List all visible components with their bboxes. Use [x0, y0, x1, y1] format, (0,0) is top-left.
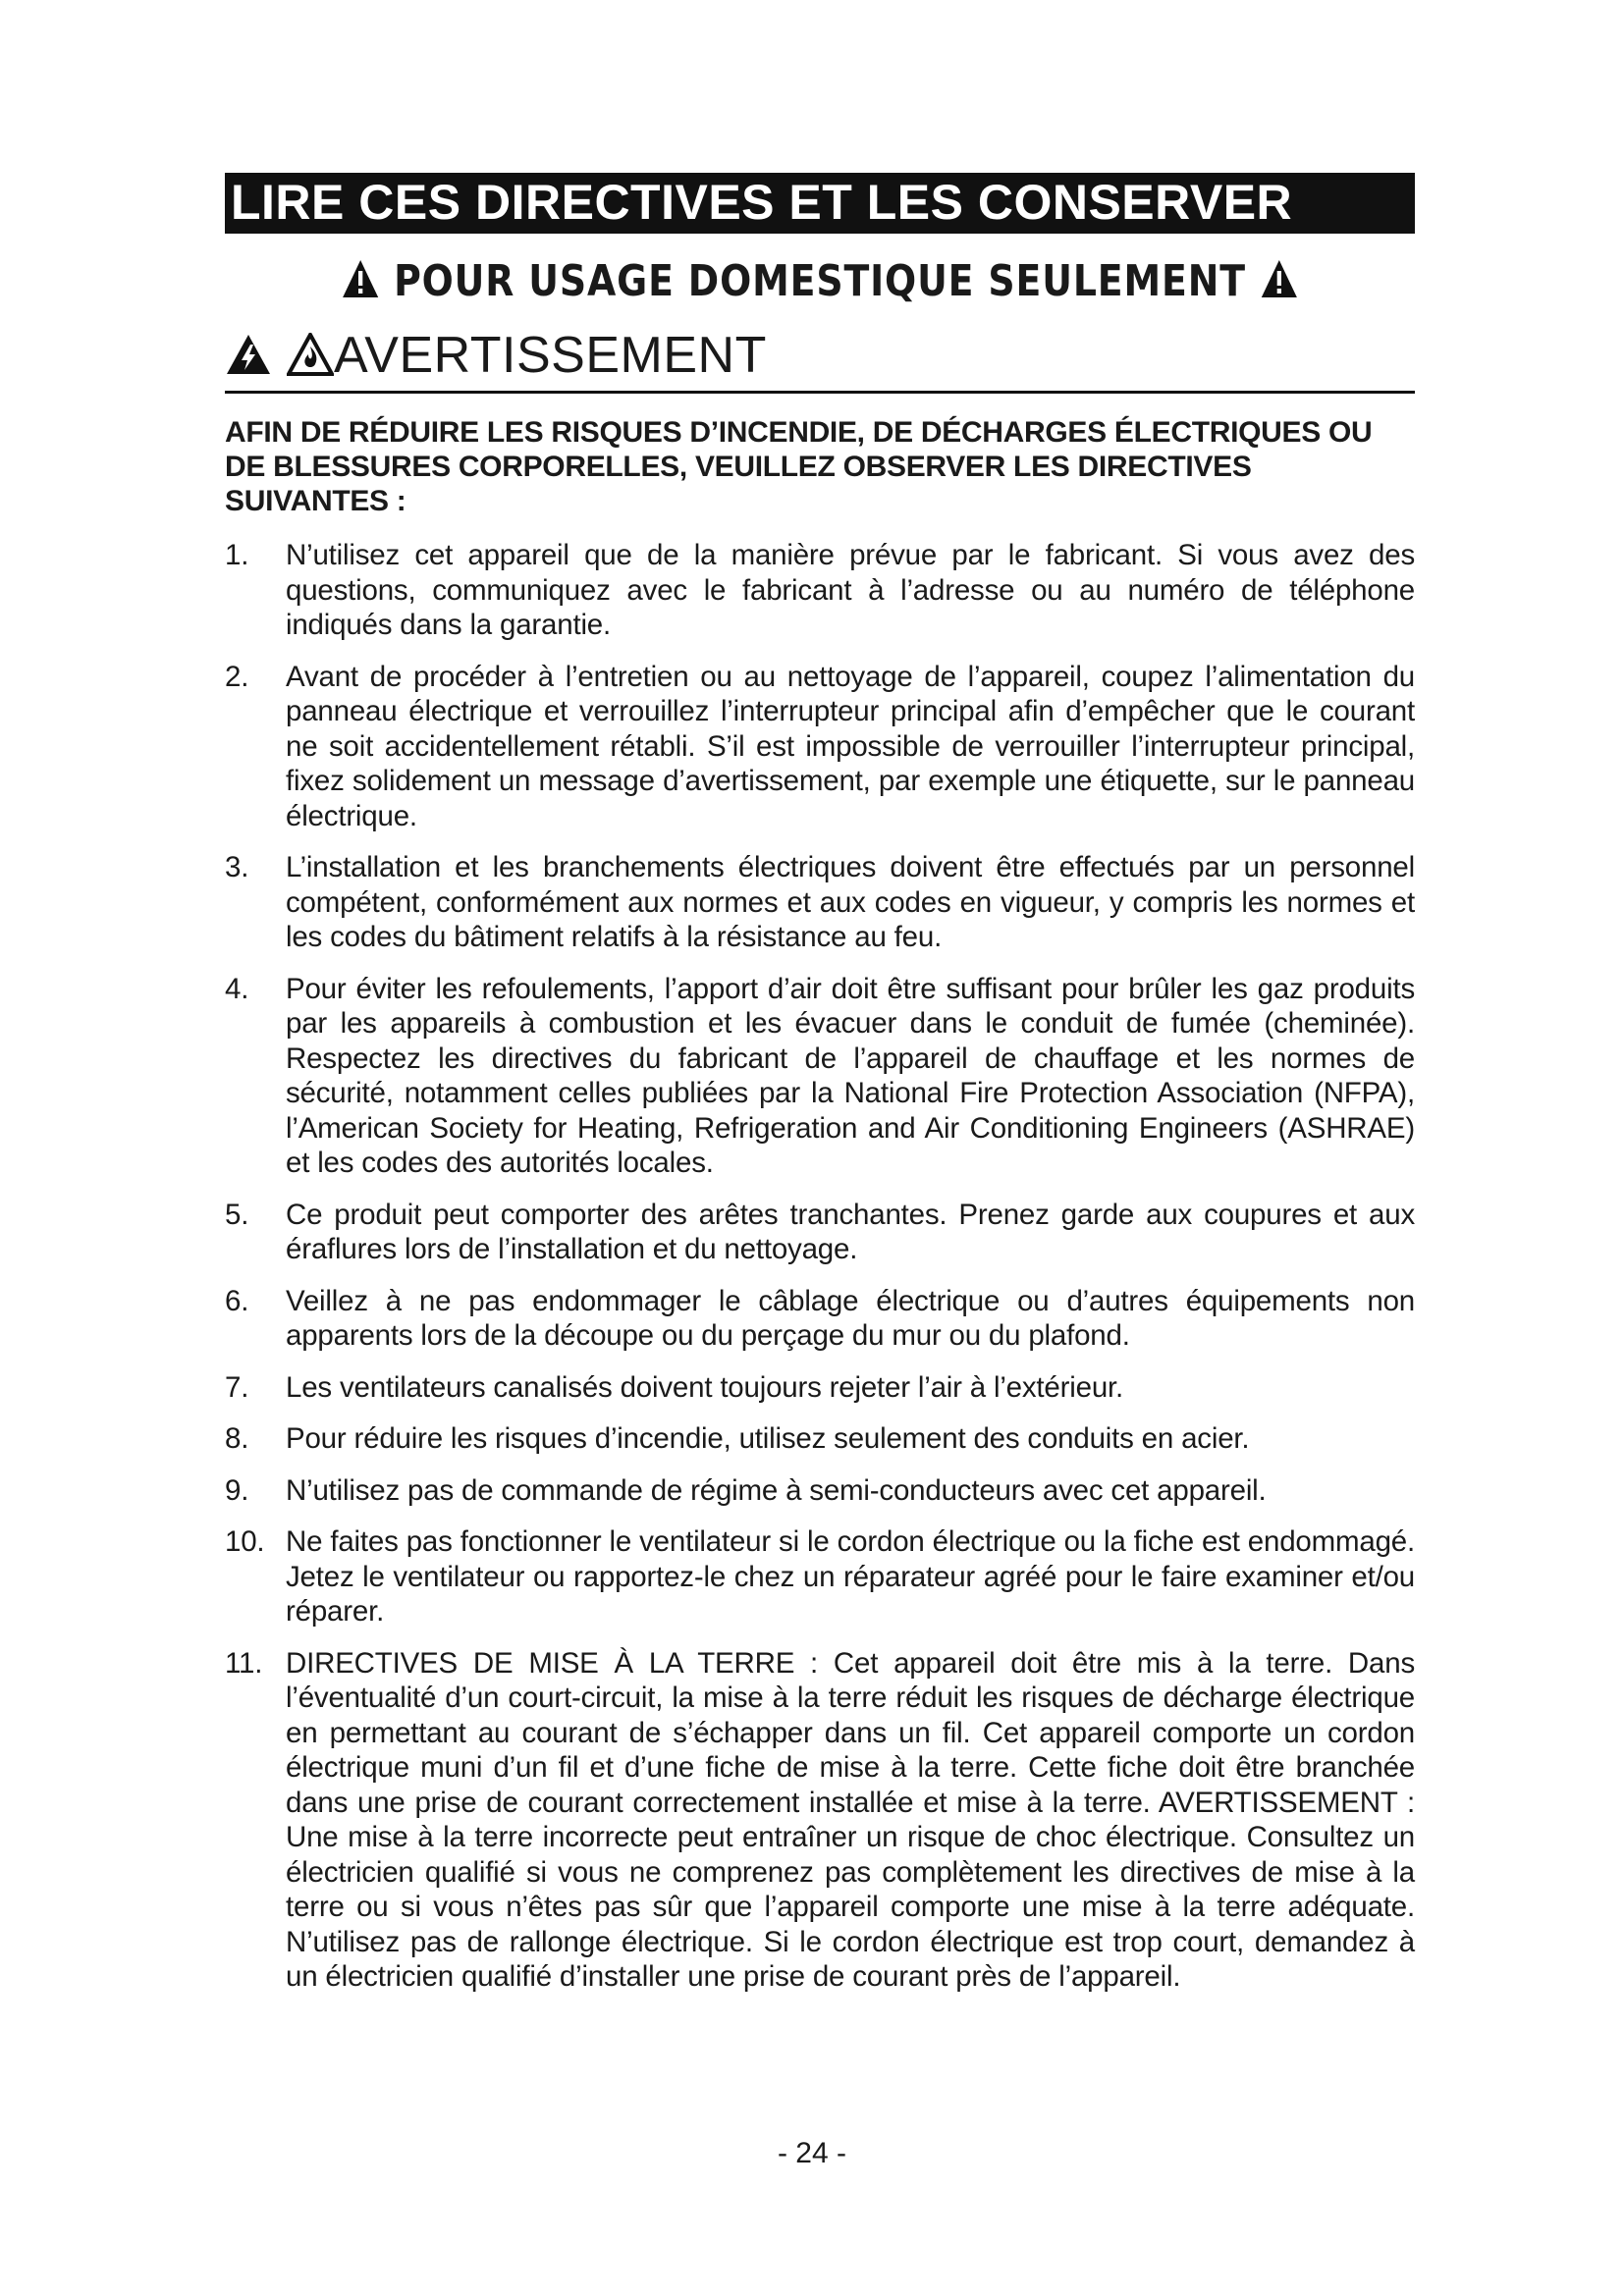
list-item-text: Les ventilateurs canalisés doivent toujours rejeter l’air à l’extérieur.: [286, 1370, 1124, 1404]
list-item-number: 5.: [225, 1198, 249, 1231]
list-item-text: Ce produit peut comporter des arêtes tranchantes. Prenez garde aux coupures et aux éraflures lors de l’installation et du nettoyage.: [286, 1198, 1415, 1265]
list-item: [225, 1198, 1415, 1267]
usage-subtitle-text: POUR USAGE DOMESTIQUE SEULEMENT: [394, 256, 1246, 306]
list-item-text: Veillez à ne pas endommager le câblage électrique ou d’autres équipements non apparents lors de la découpe ou du perçage du mur ou du plafond.: [286, 1284, 1415, 1352]
list-item-text: Pour réduire les risques d’incendie, utilisez seulement des conduits en acier.: [286, 1422, 1250, 1455]
list-item: [225, 972, 1415, 1181]
directives-list: [225, 538, 1415, 1995]
list-item-number: 10.: [225, 1525, 265, 1558]
warning-heading: [225, 326, 1415, 394]
list-item: [225, 538, 1415, 643]
intro-paragraph: AFIN DE RÉDUIRE LES RISQUES D’INCENDIE, DE DÉCHARGES ÉLECTRIQUES OU DE BLESSURES CORPORELLES, VEUILLEZ OBSERVER LES DIRECTIVES SUIVANTES :: [225, 416, 1373, 517]
electric-shock-icon: [225, 333, 272, 376]
list-item-number: 11.: [225, 1646, 263, 1680]
list-item-number: 3.: [225, 851, 249, 883]
warning-heading-text: AVERTISSEMENT: [333, 327, 767, 384]
usage-subtitle: [308, 255, 1331, 308]
list-item-text: L’installation et les branchements électriques doivent être effectués par un personnel compétent, conformément aux normes et aux codes en vigueur, y compris les normes et les codes du bâtiment relatifs à la résistance au feu.: [286, 851, 1415, 953]
list-item-text: DIRECTIVES DE MISE À LA TERRE : Cet appareil doit être mis à la terre. Dans l’éventualité d’un court-circuit, la mise à la terre réduit les risques de décharge électrique en permettant au courant de s’échapper dans un fil. Cet appareil comporte un cordon électrique muni d’un fil et d’une fiche de mise à la terre. Cette fiche doit être branchée dans une prise de courant correctement installée et mise à la terre. AVERTISSEMENT : Une mise à la terre incorrecte peut entraîner un risque de choc électrique. Consultez un électricien qualifié si vous ne comprenez pas complètement les directives de mise à la terre ou si vous n’êtes pas sûr que l’appareil comporte une mise à la terre adéquate. N’utilisez pas de rallonge électrique. Si le cordon électrique est trop court, demandez à un électricien qualifié d’installer une prise de courant près de l’appareil.: [286, 1646, 1415, 1993]
list-item-number: 1.: [225, 539, 249, 571]
list-item: [225, 660, 1415, 834]
list-item: [225, 1473, 1415, 1509]
list-item: [225, 1370, 1415, 1406]
banner-title: LIRE CES DIRECTIVES ET LES CONSERVER: [225, 173, 1415, 234]
list-item: [225, 1646, 1415, 1995]
list-item: [225, 1421, 1415, 1457]
list-item-number: 2.: [225, 660, 249, 693]
document-page: [225, 173, 1415, 2011]
list-item-text: Avant de procéder à l’entretien ou au nettoyage de l’appareil, coupez l’alimentation du panneau électrique et verrouillez l’interrupteur principal afin d’empêcher que le courant ne soit accidentellement rétabli. S’il est impossible de verrouiller l’interrupteur principal, fixez solidement un message d’avertissement, par exemple une étiquette, sur le panneau électrique.: [286, 660, 1415, 832]
list-item: [225, 1284, 1415, 1354]
fire-hazard-icon: [287, 333, 334, 376]
list-item-text: Pour éviter les refoulements, l’apport d’air doit être suffisant pour brûler les gaz produits par les appareils à combustion et les évacuer dans le conduit de fumée (cheminée). Respectez les directives du fabricant de l’appareil de chauffage et les normes de sécurité, notamment celles publiées par la National Fire Protection Association (NFPA), l’American Society for Heating, Refrigeration and Air Conditioning Engineers (ASHRAE) et les codes des autorités locales.: [286, 972, 1415, 1179]
list-item-number: 8.: [225, 1422, 249, 1455]
list-item-text: Ne faites pas fonctionner le ventilateur si le cordon électrique ou la fiche est endommagé. Jetez le ventilateur ou rapportez-le chez un réparateur agréé pour le faire examiner et/ou réparer.: [286, 1525, 1415, 1628]
list-item: [225, 850, 1415, 955]
page-number: - 24 -: [777, 2137, 847, 2169]
list-item-text: N’utilisez cet appareil que de la manière prévue par le fabricant. Si vous avez des questions, communiquez avec le fabricant à l’adresse ou au numéro de téléphone indiqués dans la garantie.: [286, 539, 1415, 641]
list-item-number: 9.: [225, 1473, 249, 1507]
warning-triangle-icon: [341, 258, 380, 299]
warning-triangle-icon: [1260, 258, 1299, 299]
list-item-number: 6.: [225, 1284, 249, 1317]
list-item: [225, 1524, 1415, 1629]
list-item-number: 7.: [225, 1370, 249, 1404]
list-item-text: N’utilisez pas de commande de régime à semi-conducteurs avec cet appareil.: [286, 1473, 1267, 1507]
list-item-number: 4.: [225, 972, 249, 1005]
